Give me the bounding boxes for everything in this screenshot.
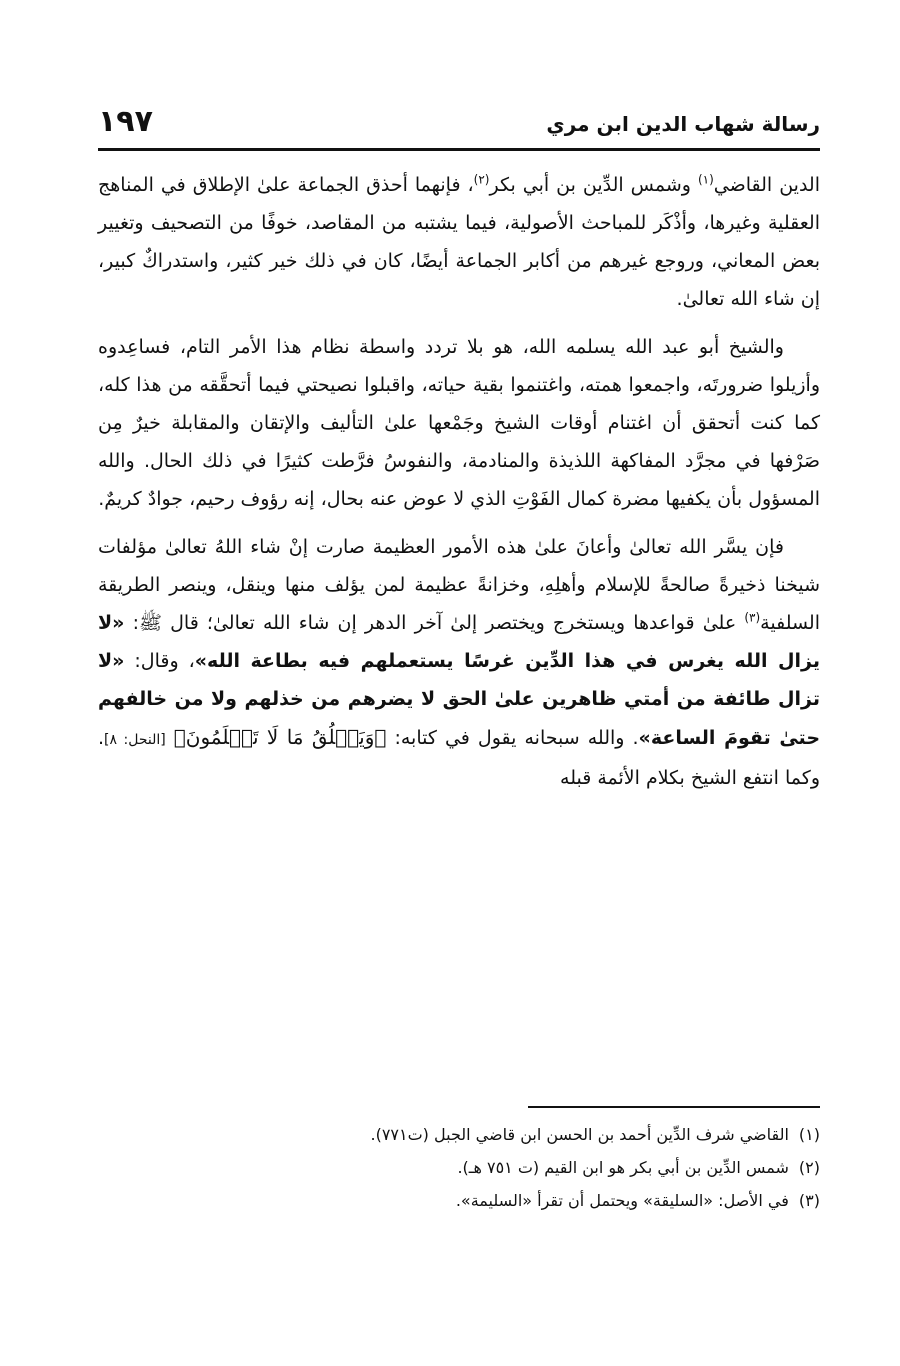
footnote-number: (٣): [798, 1191, 820, 1210]
footnote-separator: [528, 1106, 820, 1108]
page-header: [98, 104, 820, 154]
footnote-number: (٢): [798, 1158, 820, 1177]
footnote-ref-3[interactable]: (٣): [744, 610, 761, 625]
verse-citation: [النحل: ٨]: [104, 732, 166, 748]
paragraph-3-text: ، وقال:: [124, 650, 195, 672]
paragraph-3-text: . والله سبحانه يقول في كتابه:: [386, 727, 639, 749]
footnote-3: [98, 1184, 820, 1217]
footnote-number: (١): [798, 1125, 820, 1144]
footnote-1: [98, 1118, 820, 1151]
paragraph-1-text: وشمس الدِّين بن أبي بكر: [489, 174, 698, 196]
page-number: ١٩٧: [98, 104, 153, 139]
paragraph-3-text: [166, 727, 174, 749]
footnote-2: [98, 1151, 820, 1184]
footnote-text: في الأصل: «السليقة» ويحتمل أن تقرأ «السليمة».: [455, 1191, 789, 1210]
header-rule: [98, 148, 820, 151]
hadith-quote-1: «لا يزال الله يغرس في هذا الدِّين غرسًا يستعملهم فيه بطاعة الله»: [98, 612, 820, 672]
paragraph-3-text: . وكما انتفع الشيخ بكلام الأئمة قبله: [98, 727, 820, 789]
paragraph-3: [98, 528, 820, 797]
footnote-text: شمس الدِّين بن أبي بكر هو ابن القيم (ت ٧٥١ هـ).: [457, 1158, 789, 1177]
footnote-ref-1[interactable]: (١): [697, 172, 714, 187]
paragraph-2: [98, 328, 820, 518]
paragraph-3-text: علىٰ قواعدها ويستخرج ويختصر إلىٰ آخر الدهر إن شاء الله تعالىٰ؛ قال ﷺ:: [124, 612, 745, 634]
footnote-text: القاضي شرف الدِّين أحمد بن الحسن ابن قاضي الجبل (ت٧٧١).: [370, 1125, 789, 1144]
main-text: [98, 166, 820, 797]
running-title: رسالة شهاب الدين ابن مري: [546, 112, 820, 136]
paragraph-3-text: فإن يسَّر الله تعالىٰ وأعانَ علىٰ هذه الأمور العظيمة صارت إنْ شاء اللهُ تعالىٰ مؤلفات شيخنا ذخيرةً صالحةً للإسلام وأهلِهِ، وخزانةً عظيمة لمن يؤلف منها وينقل، وينصر الطريقة السلفية: [98, 536, 820, 634]
paragraph-2-text: والشيخ أبو عبد الله يسلمه الله، هو بلا تردد واسطة نظام هذا الأمر التام، فساعِدوه وأزيلوا ضرورتَه، واجمعوا همته، واغتنموا بقية حياته، واقبلوا نصيحتي فيما أتحقَّقه من هذا كله، كما كنت أتحقق أن اغتنام أوقات الشيخ وجَمْعها علىٰ التأليف والإتقان والمقابلة خيرٌ مِن صَرْفها في مجرَّد المفاكهة اللذيذة والمنادمة، والنفوسُ فرَّطت كثيرًا في ذلك الحال. والله المسؤول بأن يكفيها مضرة كمال الفَوْتِ الذي لا عوض عنه بحال، إنه رؤوف رحيم، جوادٌ كريمٌ.: [98, 336, 820, 510]
footnote-ref-2[interactable]: (٢): [473, 172, 490, 187]
footnotes: [98, 1118, 820, 1217]
paragraph-1-text: الدين القاضي: [713, 174, 820, 196]
paragraph-1-text: ، فإنهما أحذق الجماعة علىٰ الإطلاق في المناهج العقلية وغيرها، وأذْكَر للمباحث الأصولية، فيما يشتبه من المقاصد، خوفًا من التصحيف وتغيير بعض المعاني، وروجع غيرهم من أكابر الجماعة أيضًا، كان في ذلك خير كثير، واستدراكٌ كبير، إن شاء الله تعالىٰ.: [98, 174, 820, 310]
hadith-quote-2: «لا تزال طائفة من أمتي ظاهرين علىٰ الحق لا يضرهم من خذلهم ولا من خالفهم حتىٰ تقومَ الساعة»: [98, 650, 821, 749]
paragraph-1: [98, 166, 820, 318]
quran-verse: ﴿وَيَخۡلُقُ مَا لَا تَعۡلَمُونَ﴾: [173, 725, 387, 749]
